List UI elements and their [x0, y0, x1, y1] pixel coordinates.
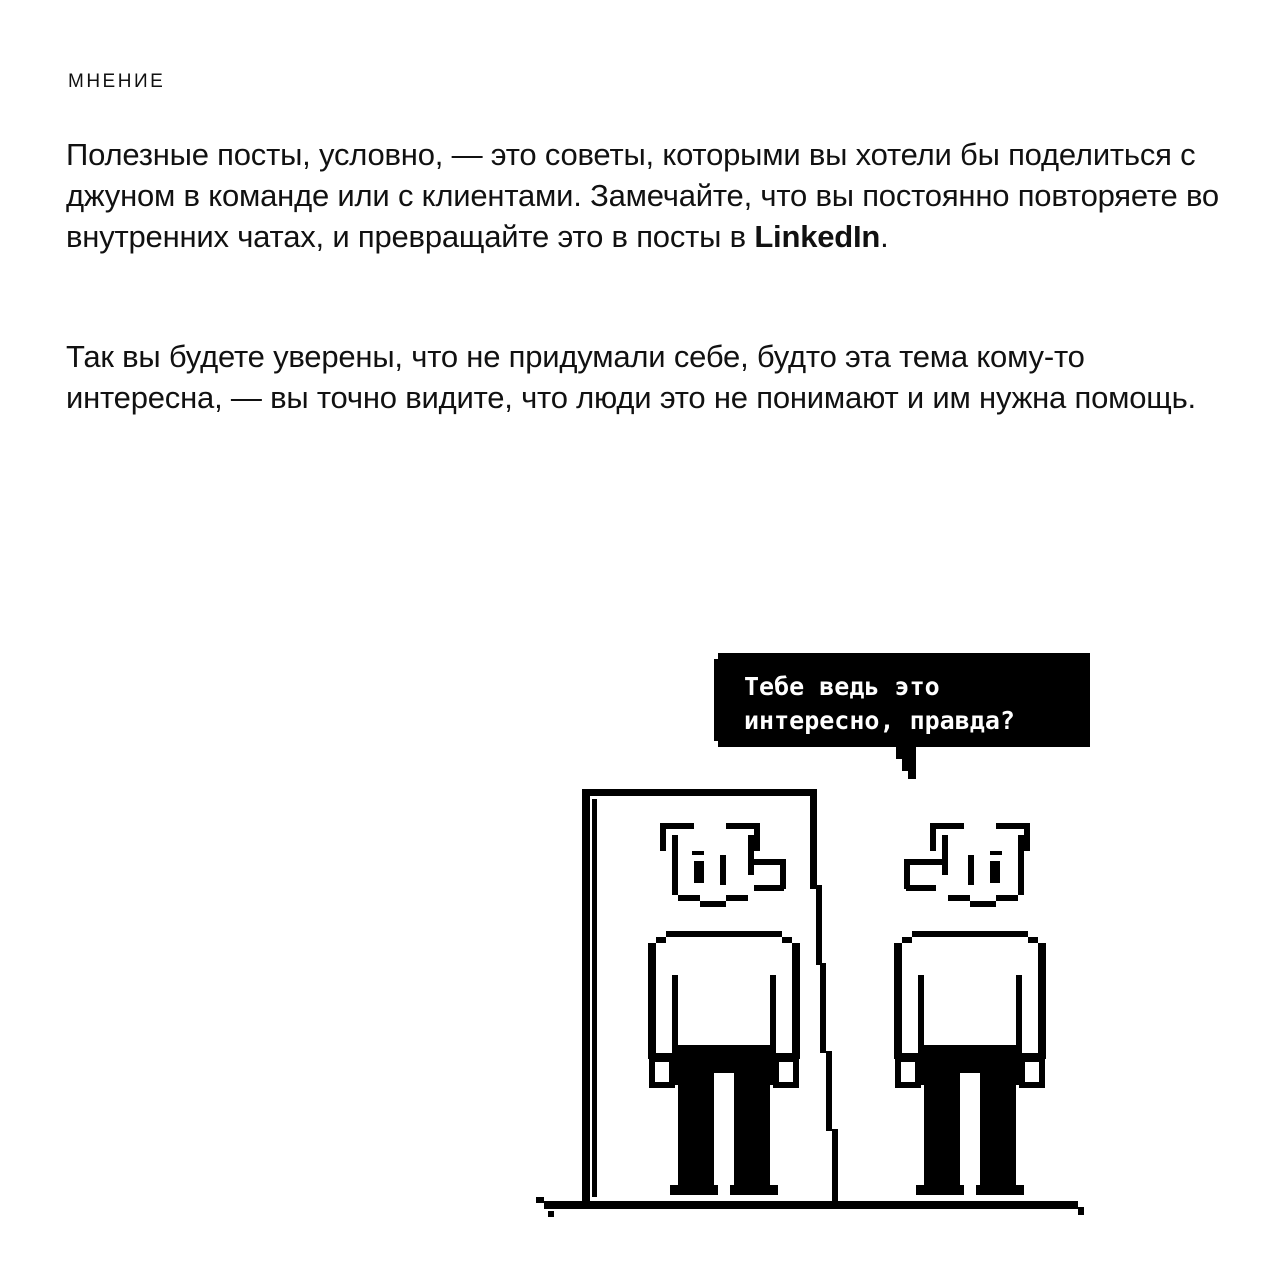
paragraph-1-text: Полезные посты, условно, — это советы, которыми вы хотели бы поделиться с джуном в команде или с клиентами. Замечайте, что вы постоянно повторяете во внутренних чатах, и превращайте это в посты в: [66, 137, 1219, 254]
paragraph-1-ending: .: [880, 219, 889, 254]
ground-line: [536, 1197, 1084, 1217]
category-label: МНЕНИЕ: [68, 71, 166, 92]
linkedin-emphasis: LinkedIn: [754, 219, 881, 254]
paragraph-2: Так вы будете уверены, что не придумали себе, будто эта тема кому-то интересна, — вы точно видите, что люди это не понимают и им нужна помощь.: [66, 339, 1196, 415]
paragraph-1: [66, 134, 1226, 257]
speech-line-1: Тебе ведь это: [744, 672, 940, 701]
speech-line-2: интересно, правда?: [744, 706, 1015, 735]
main-character: [894, 823, 1046, 1195]
speech-bubble: [714, 653, 1090, 779]
reflection-character: [648, 823, 800, 1195]
pixel-art-illustration: [530, 645, 1090, 1225]
